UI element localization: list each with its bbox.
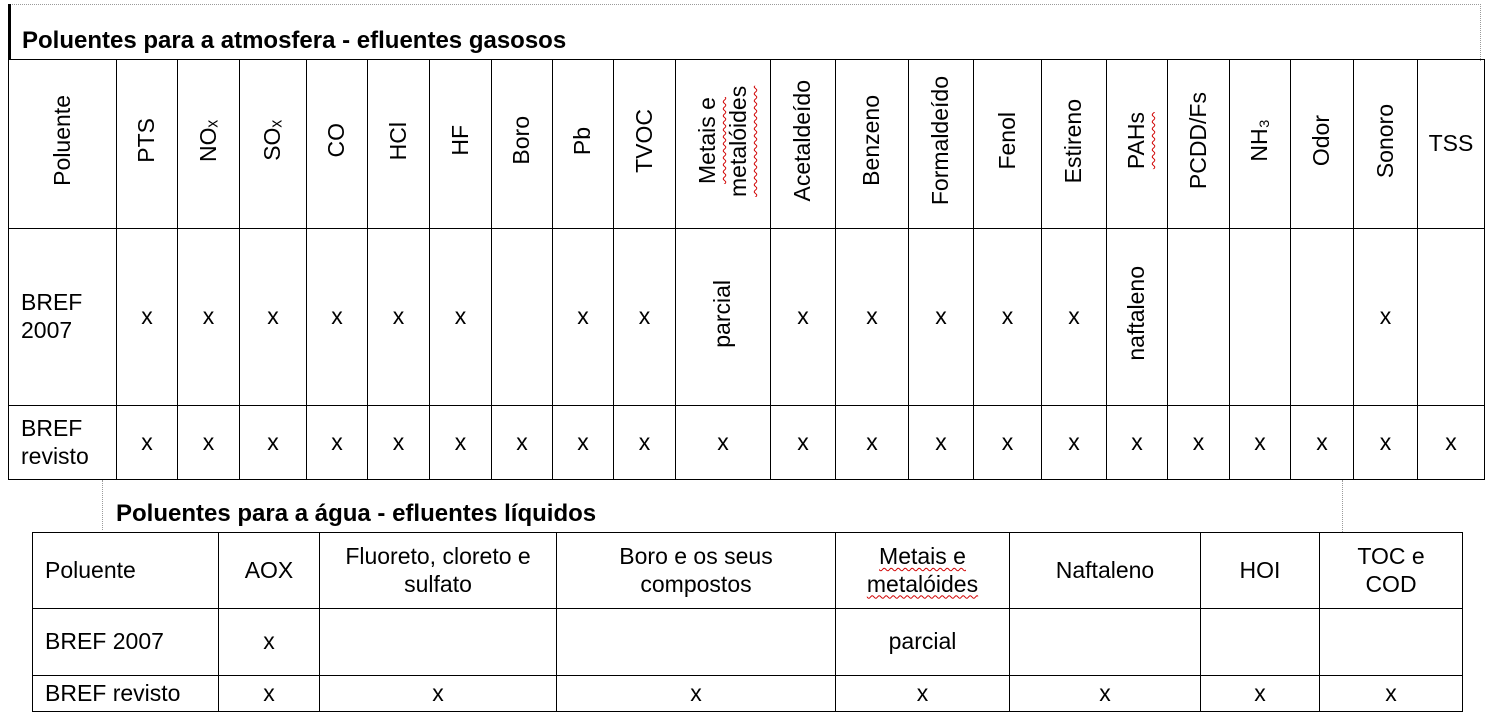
water-col-header: Boro e os seus compostos <box>557 533 836 609</box>
water-section-frame-left <box>102 480 103 530</box>
air-col-header: PTS <box>117 60 178 229</box>
air-col-header: HF <box>430 60 492 229</box>
air-col-header: Odor <box>1291 60 1354 229</box>
air-col-header: SOₓ <box>240 60 307 229</box>
air-col-header: NH₃ <box>1230 60 1291 229</box>
air-row-bref-2007 <box>9 229 1485 406</box>
water-cell: x <box>1320 676 1463 712</box>
water-cell <box>1010 609 1201 676</box>
air-cell: x <box>1042 406 1107 480</box>
air-row-label: BREF revisto <box>9 406 117 480</box>
air-cell: x <box>909 229 974 406</box>
air-cell: x <box>178 406 240 480</box>
air-cell: x <box>771 406 836 480</box>
air-row-label: BREF 2007 <box>9 229 117 406</box>
air-cell: x <box>430 406 492 480</box>
air-cell <box>1168 229 1230 406</box>
air-cell: x <box>836 406 909 480</box>
air-cell: x <box>771 229 836 406</box>
water-cell <box>320 609 557 676</box>
air-col-header: Pb <box>553 60 614 229</box>
water-section-title: Poluentes para a água - efluentes líquidos <box>116 500 597 527</box>
air-cell: x <box>909 406 974 480</box>
air-section-frame-left <box>8 4 11 60</box>
water-cell: parcial <box>836 609 1010 676</box>
water-col-header: Metais e metalóides <box>836 533 1010 609</box>
water-col-header: TOC e COD <box>1320 533 1463 609</box>
air-cell: x <box>974 229 1042 406</box>
water-col-header: Fluoreto, cloreto e sulfato <box>320 533 557 609</box>
air-cell: x <box>430 229 492 406</box>
air-cell: x <box>368 229 430 406</box>
air-cell: x <box>1418 406 1485 480</box>
air-cell: x <box>553 229 614 406</box>
air-cell: x <box>307 406 368 480</box>
water-cell: x <box>219 676 320 712</box>
water-header-row <box>33 533 1463 609</box>
air-cell: parcial <box>676 229 771 406</box>
water-cell: x <box>1010 676 1201 712</box>
air-cell: x <box>307 229 368 406</box>
air-cell <box>1418 229 1485 406</box>
air-col-header: Benzeno <box>836 60 909 229</box>
water-pollutants-table <box>32 532 1463 712</box>
air-col-header: CO <box>307 60 368 229</box>
air-col-header: Boro <box>492 60 553 229</box>
water-col-header: AOX <box>219 533 320 609</box>
water-col-header: Naftaleno <box>1010 533 1201 609</box>
air-cell: x <box>240 229 307 406</box>
water-row-bref-2007 <box>33 609 1463 676</box>
air-col-header: Fenol <box>974 60 1042 229</box>
air-cell <box>492 229 553 406</box>
air-col-header: PAHs <box>1107 60 1168 229</box>
air-cell: x <box>117 229 178 406</box>
water-cell: x <box>320 676 557 712</box>
air-col-header: Acetaldeído <box>771 60 836 229</box>
air-row-header-cell <box>9 60 117 229</box>
water-row-header: Poluente <box>33 533 219 609</box>
water-cell <box>1201 609 1320 676</box>
water-cell: x <box>836 676 1010 712</box>
air-col-header: Sonoro <box>1354 60 1418 229</box>
air-col-header: TVOC <box>614 60 676 229</box>
air-cell: x <box>614 229 676 406</box>
air-cell: x <box>553 406 614 480</box>
air-cell: x <box>974 406 1042 480</box>
air-col-header: Estireno <box>1042 60 1107 229</box>
air-cell: x <box>368 406 430 480</box>
water-row-label: BREF 2007 <box>33 609 219 676</box>
air-cell: x <box>117 406 178 480</box>
air-col-header: HCl <box>368 60 430 229</box>
air-cell: x <box>836 229 909 406</box>
air-col-header: NOₓ <box>178 60 240 229</box>
air-cell: naftaleno <box>1107 229 1168 406</box>
water-row-label: BREF revisto <box>33 676 219 712</box>
air-cell: x <box>240 406 307 480</box>
air-header-row <box>9 60 1485 229</box>
air-cell: x <box>1168 406 1230 480</box>
air-cell <box>1291 229 1354 406</box>
air-pollutants-table <box>8 59 1485 480</box>
air-cell: x <box>1354 229 1418 406</box>
air-row-header: Poluente <box>48 95 75 187</box>
air-col-header: Metais e metalóides <box>676 60 771 229</box>
air-col-header: Formaldeído <box>909 60 974 229</box>
water-row-bref-revisto <box>33 676 1463 712</box>
water-cell <box>1320 609 1463 676</box>
air-col-header: TSS <box>1418 60 1485 229</box>
air-section-title: Poluentes para a atmosfera - efluentes gasosos <box>22 27 567 54</box>
air-cell: x <box>1107 406 1168 480</box>
air-cell: x <box>492 406 553 480</box>
air-cell: x <box>178 229 240 406</box>
air-cell: x <box>1354 406 1418 480</box>
air-row-bref-revisto <box>9 406 1485 480</box>
water-cell: x <box>219 609 320 676</box>
air-col-header: PCDD/Fs <box>1168 60 1230 229</box>
air-cell <box>1230 229 1291 406</box>
air-cell: x <box>1291 406 1354 480</box>
air-cell: x <box>1230 406 1291 480</box>
air-cell: x <box>614 406 676 480</box>
water-cell <box>557 609 836 676</box>
air-cell: x <box>676 406 771 480</box>
air-cell: x <box>1042 229 1107 406</box>
water-cell: x <box>557 676 836 712</box>
water-col-header: HOI <box>1201 533 1320 609</box>
water-cell: x <box>1201 676 1320 712</box>
